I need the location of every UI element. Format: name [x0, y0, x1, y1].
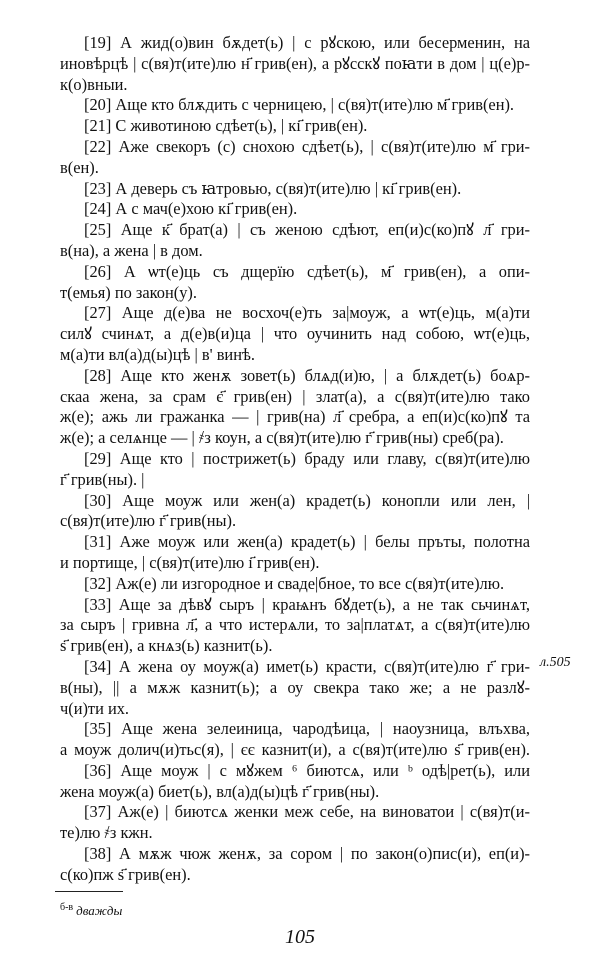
text-line: и портище, | с(вя)т(ите)лю ı҃ грив(ен). [60, 552, 320, 572]
footnote [60, 902, 122, 919]
document-body [60, 33, 530, 886]
text-line: [30] Аще моуж или жен(а) крадет(ь) конопли или лен, | [84, 490, 530, 510]
text-line: [34] А жена оу моуж(а) имет(ь) красти, с(вя)т(ите)лю г҃ гри- [84, 656, 530, 676]
text-line: в(на), а жена | в дом. [60, 240, 203, 260]
text-line: [29] Аще кто | пострижет(ь) браду или главу, с(вя)т(ите)лю [84, 448, 530, 468]
text-line: за сыръ | гривна л҃, а что истерѧли, то за|платѧт, а с(вя)т(ите)лю [60, 615, 530, 635]
margin-folio-note: л.505 [540, 655, 571, 670]
text-line: иновѣрцѣ | с(вя)т(ите)лю н҃ грив(ен), а рꙋсскꙋ поꙗти в дом | ц(е)р- [60, 53, 530, 73]
text-line: [32] Аж(е) ли изгородное и сваде|бное, то все с(вя)т(ите)лю. [84, 573, 505, 593]
text-line: [28] Аще кто женѫ зовет(ь) блѧд(и)ю, | а блѫдет(ь) бoѧр- [84, 365, 530, 385]
text-line: [27] Аще д(е)ва не восхоч(е)ть за|моуж, а ѡт(е)ць, м(а)ти [84, 303, 530, 323]
footnote-mark: б-в [60, 902, 74, 913]
text-line: к(о)вныи. [60, 74, 128, 94]
text-line: [22] Аже свекоръ (с) снохою сдѣет(ь), | с(вя)т(ите)лю м҃ гри- [84, 136, 530, 156]
text-line: а моуж долич(и)тьс(я), | єє казнит(и), а с(вя)т(ите)лю ѕ҃ грив(ен). [60, 740, 530, 760]
text-line: г҃ грив(ны). | [60, 469, 145, 489]
text-line: силꙋ счинѧт, а д(е)в(и)ца | что оучинить над собою, ѡт(е)ць, [60, 324, 530, 344]
text-line: ж(е); а селѧнце — | ҂з коун, а с(вя)т(ите)лю г҃ грив(ны) среб(ра). [60, 428, 504, 448]
text-line: скаа жена, за срам є҃ грив(ен) | злат(а), а с(вя)т(ите)лю тако [60, 386, 530, 406]
text-line: ч(и)ти их. [60, 698, 130, 718]
text-line: [35] Аще жена зелеиница, чародѣица, | наоузница, влъхва, [84, 719, 530, 739]
text-line: ѕ҃ грив(ен), а кнѧз(ь) казнит(ь). [60, 636, 273, 656]
text-line: [36] Аще моуж | с мꙋжем ⁶ биютсѧ, или ᵇ одѣ|рет(ь), или [84, 760, 530, 780]
text-line: [21] С животиною сдѣет(ь), | кı҃ грив(ен). [84, 116, 368, 136]
text-line: [24] А с мач(е)хою кı҃ грив(ен). [84, 199, 298, 219]
text-line: [26] А ѡт(е)ць съ дщерїю сдѣет(ь), м҃ грив(ен), а опи- [84, 261, 530, 281]
text-line: [23] А деверь съ ꙗтровью, с(вя)т(ите)лю | кı҃ грив(ен). [84, 178, 462, 198]
text-line: ж(е); ажь ли гражанка — | грив(на) л҃ сребра, а еп(и)с(ко)пꙋ та [60, 407, 530, 427]
text-line: те)лю ҂з кжн. [60, 823, 153, 843]
text-line: м(а)ти вл(а)д(ы)цѣ | в' винѣ. [60, 344, 255, 364]
text-line: с(ко)пж ѕ҃ грив(ен). [60, 864, 191, 884]
text-line: с(вя)т(ите)лю г҃ грив(ны). [60, 511, 237, 531]
text-line: жена моуж(а) биет(ь), вл(а)д(ы)цѣ г҃ грив(ны). [60, 781, 380, 801]
text-line: [25] Аще к҃ брат(а) | съ женою сдѣют, еп(и)с(ко)пꙋ л҃ гри- [84, 220, 530, 240]
text-line: в(ен). [60, 157, 99, 177]
text-line: в(ны), || а мѫж казнит(ь); а оу свекра тако же; а не разлꙋ- [60, 677, 530, 697]
text-line: [33] Аще за дѣвꙋ сыръ | краѩнъ бꙋдет(ь), а не так сьчинѧт, [84, 594, 530, 614]
text-line: т(емья) по закон(у). [60, 282, 197, 302]
footnote-divider [55, 891, 123, 892]
footnote-text: дважды [76, 903, 123, 918]
text-line: [20] Аще кто блѫдить с черницею, | с(вя)т(ите)лю м҃ грив(ен). [84, 95, 515, 115]
text-line: [19] А жид(о)вин бѫдет(ь) | с рꙋскою, или бесерменин, на [84, 33, 530, 52]
text-line: [38] А мѫж чюж женѫ, за сором | по закон(о)пис(и), еп(и)- [84, 844, 530, 864]
text-line: [31] Аже моуж или жен(а) крадет(ь) | белы пръты, полотна [84, 532, 530, 552]
page-number: 105 [285, 926, 315, 948]
text-line: [37] Аж(е) | биютсѧ женки меж себе, на виноватои | с(вя)т(и- [84, 802, 530, 822]
